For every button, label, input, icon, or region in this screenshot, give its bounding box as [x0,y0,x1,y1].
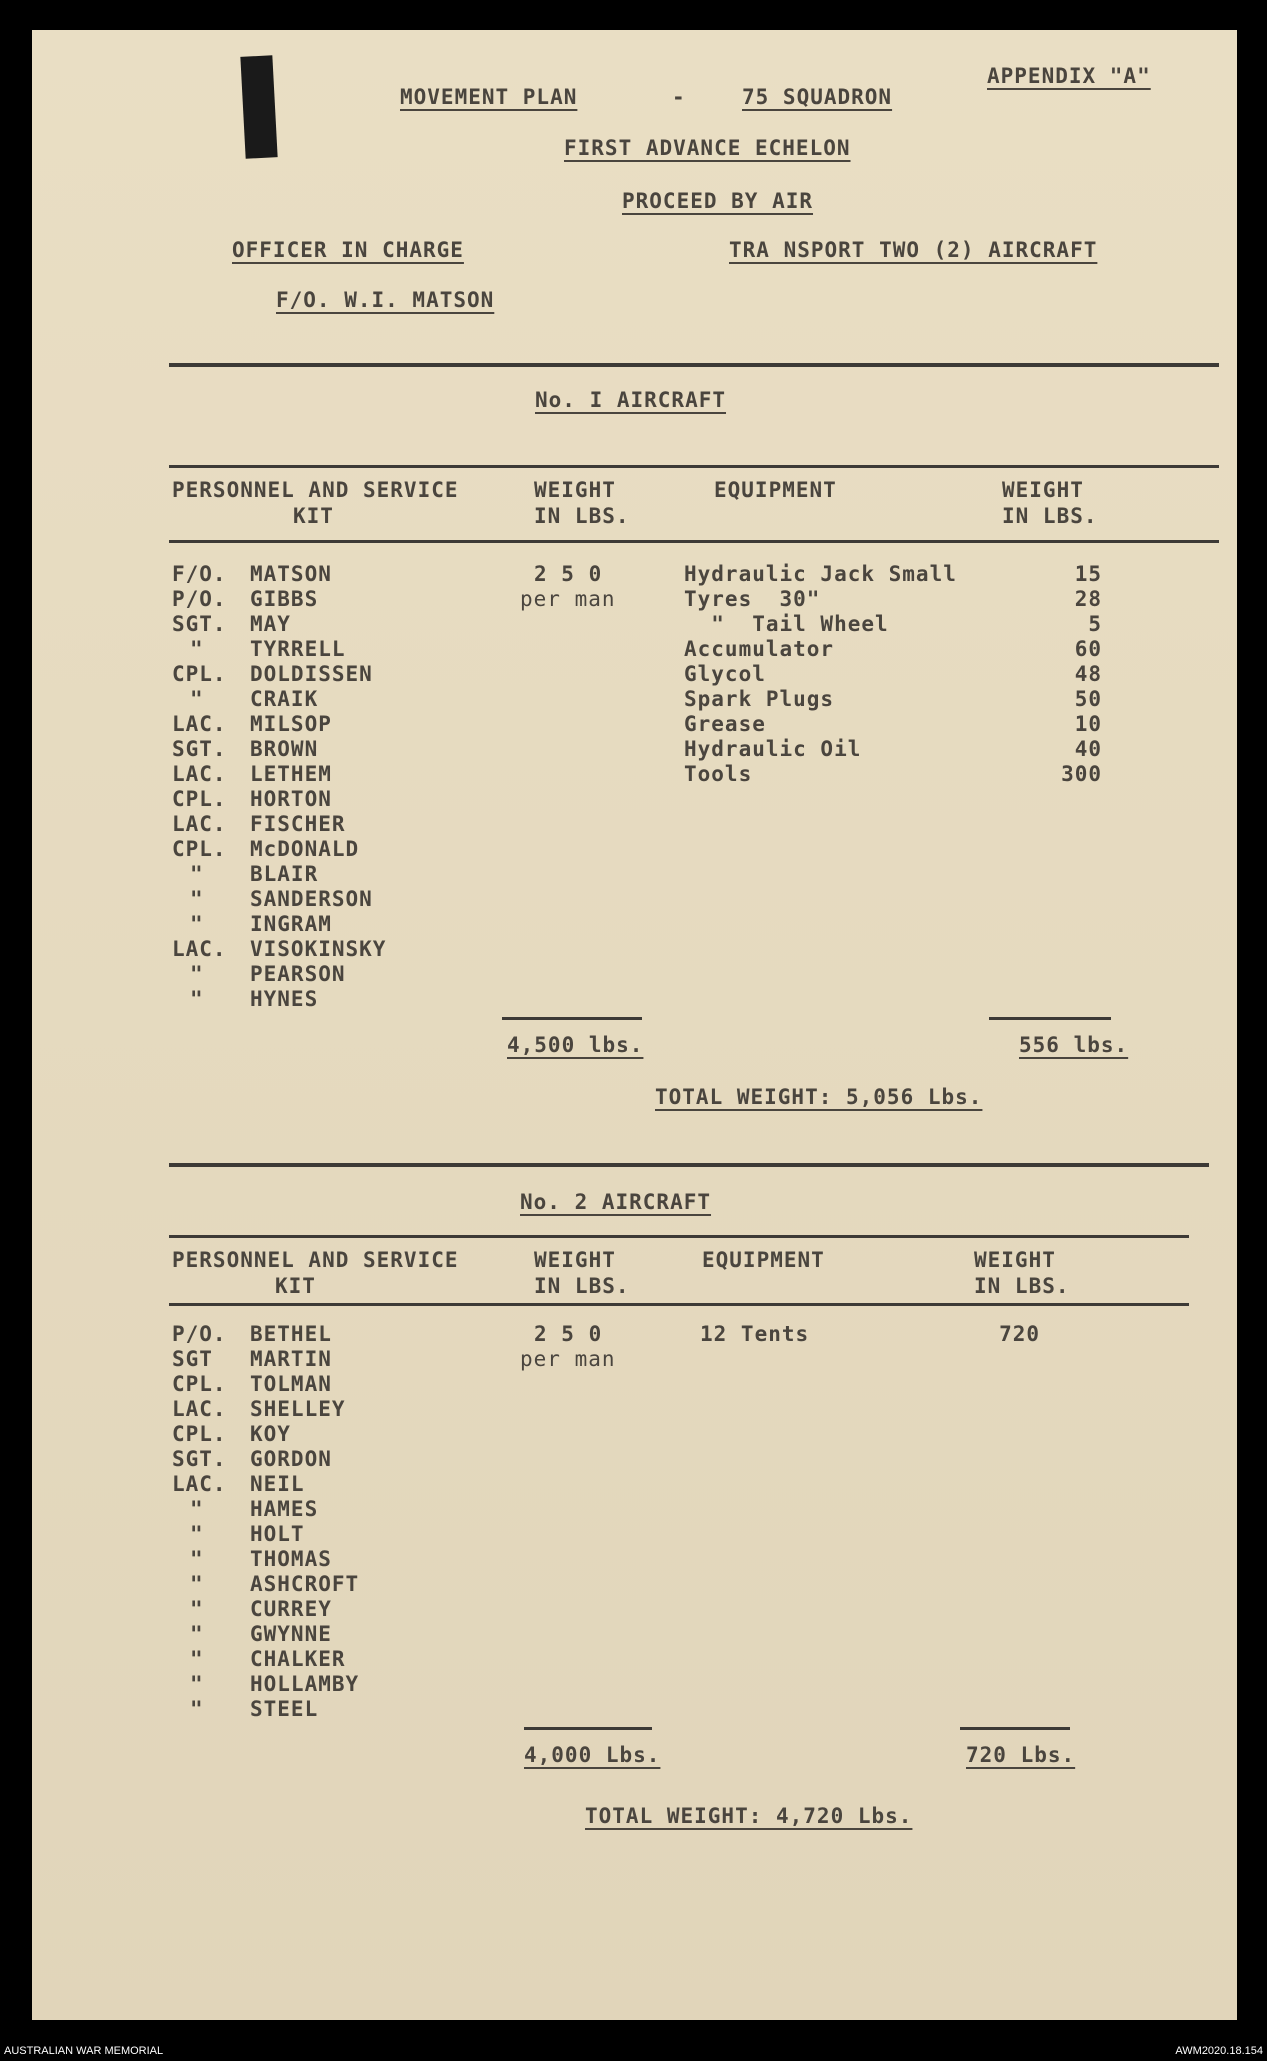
personnel-rank: LAC. [172,812,227,836]
equipment-item: Hydraulic Jack Small [684,562,957,586]
personnel-rank: CPL. [172,837,227,861]
aircraft2-per-man-weight: 2 5 0 [534,1322,603,1346]
subtotal-rule [989,1017,1111,1020]
personnel-row [172,987,386,1012]
subtotal-rule [524,1727,652,1730]
equipment-row [684,662,1102,687]
aircraft1-personnel-total: 4,500 lbs. [507,1033,644,1057]
footer-accession-number: AWM2020.18.154 [1175,2045,1263,2057]
subtotal-rule [960,1727,1070,1730]
equipment-row [684,562,1102,587]
personnel-rank: LAC. [172,712,227,736]
aircraft1-equipment-total: 556 lbs. [1019,1033,1129,1057]
equipment-item: Accumulator [684,637,835,661]
personnel-row [172,562,386,587]
col-weight-header: WEIGHT [534,1248,616,1272]
table-header-rule [169,540,1219,543]
personnel-row [172,762,386,787]
equipment-item: 12 Tents [700,1322,810,1346]
personnel-row [172,1397,359,1422]
proceed-title: PROCEED BY AIR [622,189,814,213]
personnel-rank: SGT [172,1347,213,1371]
equipment-weight: 15 [1074,562,1102,586]
personnel-name: CRAIK [250,687,319,711]
personnel-rank: " [190,1572,204,1596]
personnel-row [172,1472,359,1497]
personnel-name: STEEL [250,1697,319,1721]
personnel-name: HOLT [250,1522,305,1546]
personnel-row [172,1547,359,1572]
equipment-weight: 300 [1061,762,1102,786]
personnel-name: HORTON [250,787,332,811]
personnel-row [172,712,386,737]
personnel-name: MARTIN [250,1347,332,1371]
personnel-rank: P/O. [172,587,227,611]
section-divider [169,1163,1209,1167]
personnel-name: MILSOP [250,712,332,736]
personnel-row [172,837,386,862]
subtotal-rule [502,1017,642,1020]
personnel-rank: " [190,1697,204,1721]
aircraft1-equipment-list [684,562,1102,787]
personnel-rank: CPL. [172,787,227,811]
personnel-name: BLAIR [250,862,319,886]
equipment-weight: 720 [999,1322,1040,1346]
aircraft2-title: No. 2 AIRCRAFT [520,1190,712,1214]
equipment-item: Spark Plugs [684,687,835,711]
personnel-name: PEARSON [250,962,346,986]
personnel-rank: " [190,1672,204,1696]
personnel-rank: " [190,1522,204,1546]
personnel-rank: " [190,1497,204,1521]
personnel-name: TYRRELL [250,637,346,661]
table-top-rule [169,465,1219,468]
equipment-row [700,1322,1040,1347]
personnel-row [172,812,386,837]
personnel-name: INGRAM [250,912,332,936]
personnel-row [172,787,386,812]
personnel-name: TOLMAN [250,1372,332,1396]
col-weight-header-units: IN LBS. [534,504,630,528]
equipment-weight: 50 [1074,687,1102,711]
personnel-row [172,1697,359,1722]
personnel-rank: CPL. [172,662,227,686]
personnel-row [172,687,386,712]
aircraft1-personnel-list [172,562,386,1012]
personnel-name: SANDERSON [250,887,373,911]
officer-name: F/O. W.I. MATSON [276,288,495,312]
equipment-weight: 28 [1074,587,1102,611]
equipment-row [684,712,1102,737]
equipment-row [684,612,1102,637]
echelon-title: FIRST ADVANCE ECHELON [564,136,851,160]
personnel-rank: " [190,637,204,661]
personnel-row [172,1447,359,1472]
personnel-rank: " [190,1597,204,1621]
personnel-rank: LAC. [172,1397,227,1421]
equipment-item: Tools [684,762,753,786]
aircraft2-total-weight: TOTAL WEIGHT: 4,720 Lbs. [585,1804,913,1828]
equipment-weight: 5 [1088,612,1102,636]
personnel-name: BROWN [250,737,319,761]
personnel-rank: CPL. [172,1422,227,1446]
aircraft2-personnel-list [172,1322,359,1722]
equipment-item: Glycol [684,662,766,686]
personnel-rank: " [190,987,204,1011]
personnel-row [172,1647,359,1672]
personnel-name: BETHEL [250,1322,332,1346]
movement-plan-title: MOVEMENT PLAN [400,85,578,109]
personnel-rank: " [190,1647,204,1671]
equipment-item: Tyres 30" [684,587,821,611]
personnel-row [172,887,386,912]
aircraft1-per-man-label: per man [520,587,616,611]
col-equipment-header: EQUIPMENT [702,1248,825,1272]
section-divider [169,363,1219,367]
personnel-name: VISOKINSKY [250,937,387,961]
personnel-rank: F/O. [172,562,227,586]
aircraft2-per-man-label: per man [520,1347,616,1371]
personnel-row [172,1622,359,1647]
personnel-rank: " [190,912,204,936]
title-dash: - [672,85,686,109]
table-top-rule [169,1235,1189,1238]
appendix-label: APPENDIX "A" [987,64,1151,88]
officer-label: OFFICER IN CHARGE [232,238,464,262]
personnel-name: McDONALD [250,837,360,861]
personnel-row [172,912,386,937]
footer-credit: AUSTRALIAN WAR MEMORIAL [4,2045,164,2057]
equipment-row [684,637,1102,662]
personnel-rank: LAC. [172,1472,227,1496]
aircraft2-equipment-total: 720 Lbs. [966,1743,1076,1767]
tape-mark [240,55,277,159]
personnel-row [172,737,386,762]
personnel-name: LETHEM [250,762,332,786]
equipment-weight: 10 [1074,712,1102,736]
equipment-weight: 40 [1074,737,1102,761]
equipment-row [684,587,1102,612]
personnel-name: HOLLAMBY [250,1672,360,1696]
col-personnel-header: PERSONNEL AND SERVICE [172,1248,459,1272]
aircraft2-personnel-total: 4,000 Lbs. [524,1743,661,1767]
personnel-name: SHELLEY [250,1397,346,1421]
personnel-name: GORDON [250,1447,332,1471]
personnel-row [172,937,386,962]
personnel-name: NEIL [250,1472,305,1496]
personnel-row [172,612,386,637]
personnel-rank: LAC. [172,762,227,786]
col-personnel-header: PERSONNEL AND SERVICE [172,478,459,502]
personnel-rank: " [190,887,204,911]
personnel-rank: " [190,687,204,711]
personnel-name: HYNES [250,987,319,1011]
aircraft2-equipment-list [700,1322,1040,1347]
col-weight-header: WEIGHT [534,478,616,502]
personnel-rank: CPL. [172,1372,227,1396]
personnel-rank: P/O. [172,1322,227,1346]
col-equipment-header: EQUIPMENT [714,478,837,502]
equipment-item: Grease [684,712,766,736]
personnel-name: DOLDISSEN [250,662,373,686]
personnel-rank: SGT. [172,612,227,636]
equipment-weight: 60 [1074,637,1102,661]
personnel-row [172,1597,359,1622]
table-header-rule [169,1303,1189,1306]
personnel-rank: " [190,1547,204,1571]
personnel-name: CHALKER [250,1647,346,1671]
aircraft1-total-weight: TOTAL WEIGHT: 5,056 Lbs. [655,1085,983,1109]
personnel-name: KOY [250,1422,291,1446]
personnel-name: MAY [250,612,291,636]
equipment-row [684,762,1102,787]
personnel-row [172,1372,359,1397]
personnel-rank: " [190,962,204,986]
equipment-item: " Tail Wheel [684,612,889,636]
personnel-row [172,1322,359,1347]
equipment-item: Hydraulic Oil [684,737,862,761]
equipment-row [684,687,1102,712]
col-personnel-header-kit: KIT [293,504,334,528]
col-weight-header-units: IN LBS. [534,1274,630,1298]
aircraft1-title: No. I AIRCRAFT [535,388,727,412]
personnel-rank: SGT. [172,737,227,761]
personnel-rank: SGT. [172,1447,227,1471]
personnel-name: CURREY [250,1597,332,1621]
equipment-weight: 48 [1074,662,1102,686]
personnel-name: FISCHER [250,812,346,836]
personnel-row [172,862,386,887]
personnel-row [172,1422,359,1447]
personnel-name: ASHCROFT [250,1572,360,1596]
personnel-rank: LAC. [172,937,227,961]
squadron-title: 75 SQUADRON [742,85,893,109]
personnel-name: GWYNNE [250,1622,332,1646]
personnel-row [172,1347,359,1372]
personnel-row [172,662,386,687]
personnel-rank: " [190,862,204,886]
col-weight2-header: WEIGHT [1002,478,1084,502]
personnel-row [172,962,386,987]
col-weight2-header-units: IN LBS. [974,1274,1070,1298]
personnel-name: HAMES [250,1497,319,1521]
personnel-row [172,1572,359,1597]
col-personnel-header-kit: KIT [275,1274,316,1298]
equipment-row [684,737,1102,762]
personnel-name: THOMAS [250,1547,332,1571]
personnel-row [172,1497,359,1522]
personnel-name: MATSON [250,562,332,586]
transport-label: TRA NSPORT TWO (2) AIRCRAFT [729,238,1098,262]
col-weight2-header-units: IN LBS. [1002,504,1098,528]
col-weight2-header: WEIGHT [974,1248,1056,1272]
personnel-rank: " [190,1622,204,1646]
document-page [32,30,1237,2020]
personnel-row [172,637,386,662]
personnel-row [172,1672,359,1697]
personnel-row [172,587,386,612]
aircraft1-per-man-weight: 2 5 0 [534,562,603,586]
personnel-name: GIBBS [250,587,319,611]
personnel-row [172,1522,359,1547]
